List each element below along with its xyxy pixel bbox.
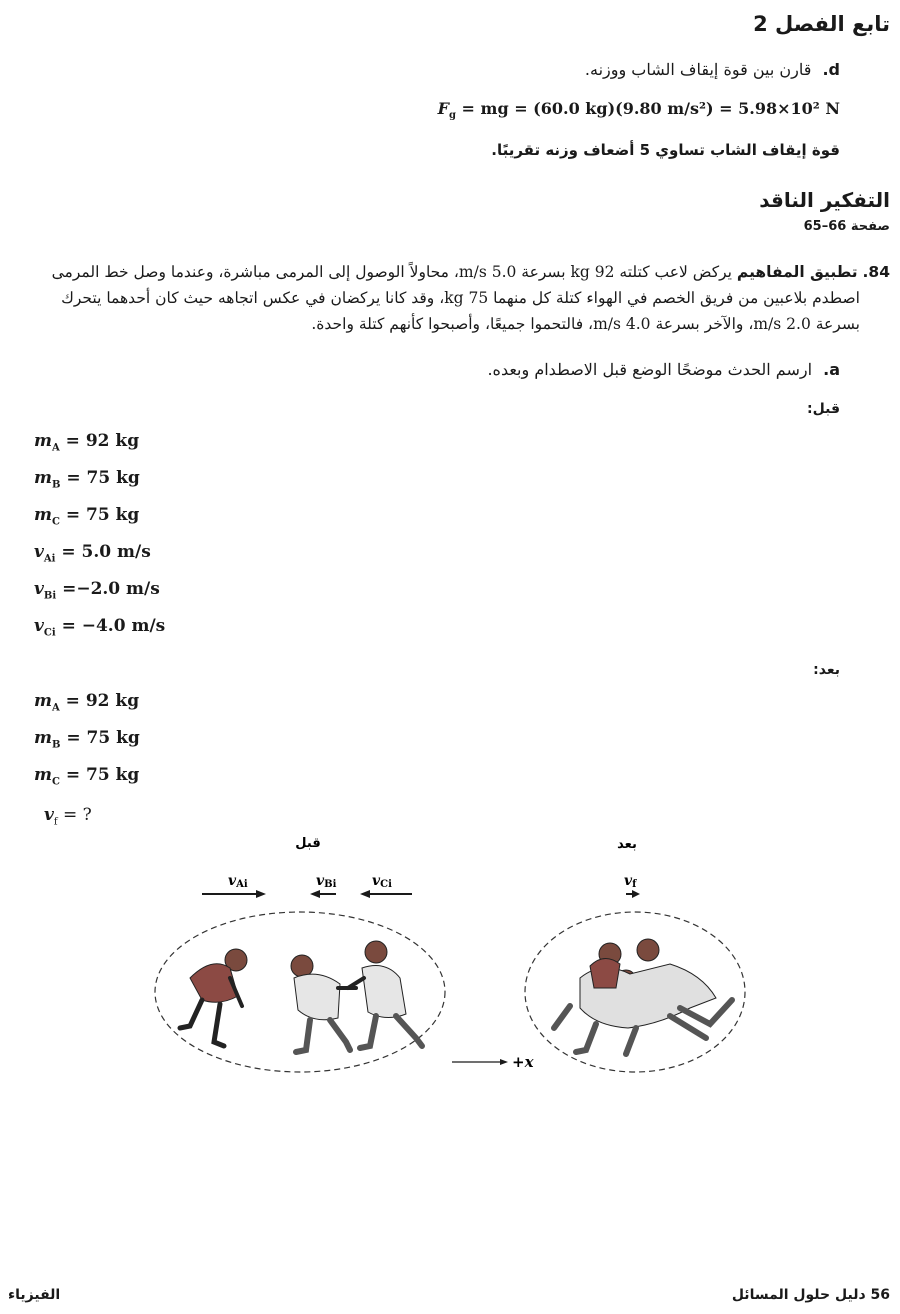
eq-lhs: F <box>437 99 449 118</box>
part-d-question <box>585 60 840 79</box>
before-var-mc: $m_C = 75$ kg <box>34 505 140 528</box>
problem-line-2: اصطدم بلاعبين من فريق الخصم في الهواء كتلة كل منهما 75 kg، وقد كانا يركضان في عكس اتجاهه حيث كان أحدهما يتحرك <box>61 289 860 307</box>
player-a-figure <box>180 949 247 1046</box>
label-v-ai: vAi <box>228 873 248 890</box>
chapter-title: تابع الفصل 2 <box>753 12 890 36</box>
problem-84 <box>10 259 890 337</box>
part-d-answer: قوة إيقاف الشاب تساوي 5 أضعاف وزنه تقريبًا. <box>491 141 840 159</box>
eq-lhs-sub: g <box>448 110 456 122</box>
part-a-question-text: ارسم الحدث موضحًا الوضع قبل الاصطدام وبعده. <box>487 360 813 379</box>
after-var-mb: $m_B = 75$ kg <box>34 728 140 751</box>
after-var-vf: $v_f$ = ? <box>44 805 92 828</box>
arrow-v-f-head <box>632 890 640 898</box>
before-label: قبل: <box>807 401 840 417</box>
x-axis-label: +x <box>512 1053 534 1071</box>
part-a-label: a. <box>823 360 840 379</box>
diagram-before-label: قبل <box>295 836 321 851</box>
part-d-label: d. <box>822 60 840 79</box>
arrow-v-bi-head <box>310 890 320 898</box>
before-var-mb: $m_B = 75$ kg <box>34 468 140 491</box>
player-c-figure <box>348 941 422 1048</box>
player-b-figure <box>291 955 356 1052</box>
label-v-ci: vCi <box>372 873 392 890</box>
before-var-ma: $m_A = 92$ kg <box>34 431 140 454</box>
problem-number: 84. <box>862 263 890 281</box>
combined-players-figure <box>554 939 732 1054</box>
before-var-vbi: $v_{Bi} =-2.0$ m/s <box>34 579 160 602</box>
collision-diagram <box>150 828 760 1078</box>
arrow-v-ci-head <box>360 890 370 898</box>
after-var-ma: $m_A = 92$ kg <box>34 691 140 714</box>
label-v-f: vf <box>624 873 637 890</box>
problem-line-3: بسرعة 2.0 m/s، والآخر بسرعة 4.0 m/s، فالتحموا جميعًا، وأصبحوا كأنهم كتلة واحدة. <box>311 315 860 333</box>
problem-keyword: تطبيق المفاهيم <box>736 263 858 281</box>
part-a-question <box>487 360 840 379</box>
before-var-vai: $v_{Ai} = 5.0$ m/s <box>34 542 151 565</box>
x-axis-arrow-head <box>500 1059 508 1065</box>
arrow-v-ai-head <box>256 890 266 898</box>
eq-rest: = mg = (60.0 kg)(9.80 m/s²) = 5.98×10² N <box>455 99 840 118</box>
before-var-vci: $v_{Ci} = -4.0$ m/s <box>34 616 166 639</box>
weight-equation <box>438 99 840 121</box>
label-v-bi: vBi <box>316 873 337 890</box>
section-pages: صفحة 66–65 <box>803 219 890 234</box>
section-title: التفكير الناقد <box>759 188 890 212</box>
problem-line-1: يركض لاعب كتلته 92 kg بسرعة 5.0 m/s، محاولاً الوصول إلى المرمى مباشرة، وعندما وصل خط المرمى <box>51 263 737 281</box>
footer-page-info: 56 دليل حلول المسائل <box>731 1287 890 1303</box>
diagram-after-label: بعد <box>617 837 637 852</box>
part-d-question-text: قارن بين قوة إيقاف الشاب ووزنه. <box>584 60 812 79</box>
after-var-mc: $m_C = 75$ kg <box>34 765 140 788</box>
footer-subject: الفيزياء <box>8 1287 61 1303</box>
after-label: بعد: <box>813 662 840 678</box>
